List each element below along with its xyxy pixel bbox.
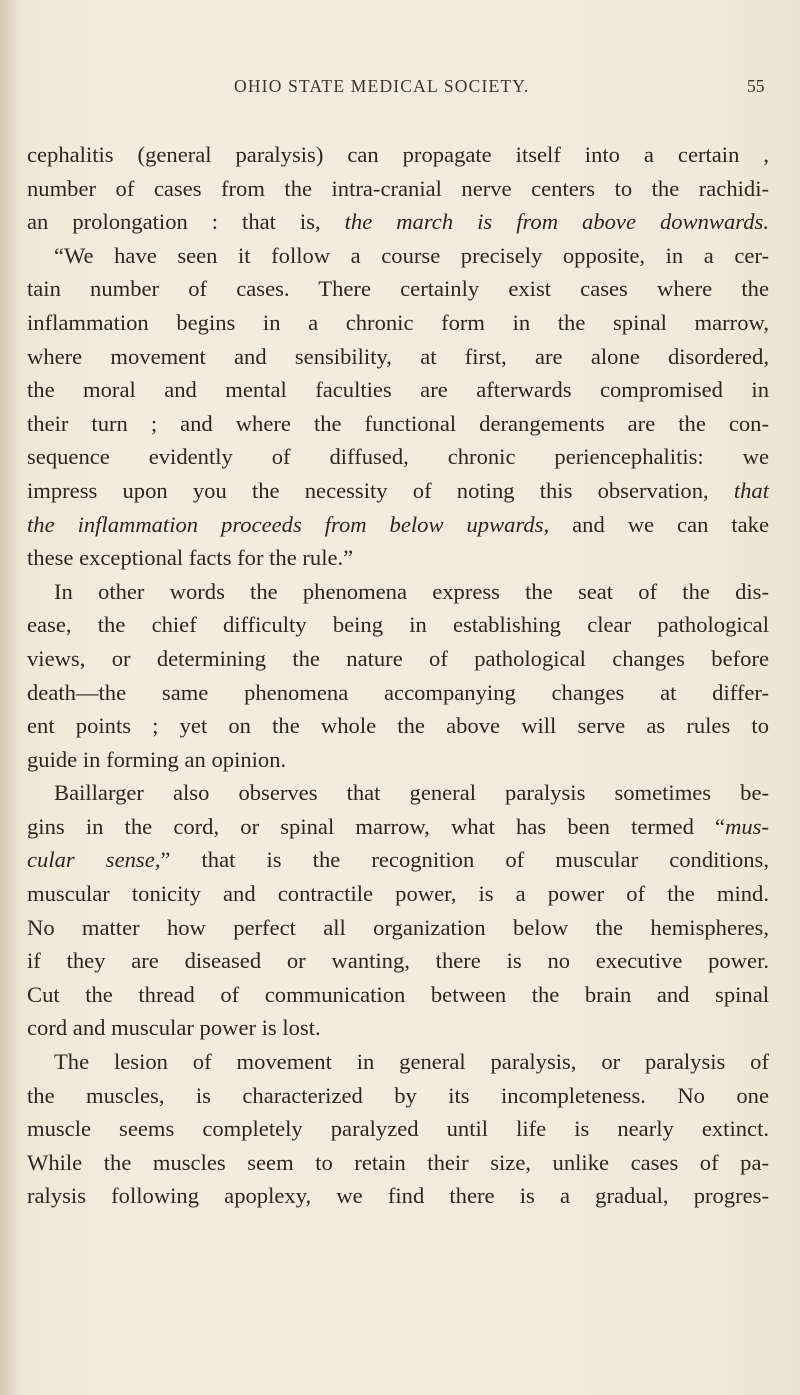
text-line xyxy=(27,776,769,810)
text-segment: their turn ; and where the functional derangements are the con- xyxy=(27,410,769,436)
text-line xyxy=(27,474,769,508)
text-line xyxy=(27,709,769,743)
text-segment: ent points ; yet on the whole the above will serve as rules to xyxy=(27,713,769,739)
text-line xyxy=(27,1011,769,1045)
text-line xyxy=(27,440,769,474)
text-line xyxy=(27,340,769,374)
binding-shadow xyxy=(0,0,18,1395)
text-segment: Cut the thread of communication between the brain and spinal xyxy=(27,981,769,1007)
text-segment: cord and muscular power is lost. xyxy=(27,1015,321,1041)
text-line xyxy=(27,541,769,575)
text-line xyxy=(27,306,769,340)
text-line xyxy=(27,743,769,777)
text-segment: and we can take xyxy=(549,511,769,537)
text-segment: No matter how perfect all organization below the hemispheres, xyxy=(27,914,769,940)
body-text xyxy=(27,138,769,1213)
text-segment: ” that is the recognition of muscular conditions, xyxy=(160,847,769,873)
text-line xyxy=(27,205,769,239)
text-line xyxy=(27,676,769,710)
text-line xyxy=(27,608,769,642)
text-line xyxy=(27,1079,769,1113)
italic-text: the march is from above downwards. xyxy=(344,209,769,235)
text-line xyxy=(27,877,769,911)
text-segment: sequence evidently of diffused, chronic periencephalitis: we xyxy=(27,444,769,470)
text-line xyxy=(27,810,769,844)
text-segment: muscular tonicity and contractile power, is a power of the mind. xyxy=(27,881,769,907)
text-segment: Baillarger also observes that general paralysis sometimes be- xyxy=(54,780,769,806)
running-header xyxy=(0,76,800,100)
text-line xyxy=(27,642,769,676)
page-number: 55 xyxy=(747,76,765,96)
text-segment: guide in forming an opinion. xyxy=(27,746,287,772)
text-line xyxy=(27,978,769,1012)
text-segment: the muscles, is characterized by its incompleteness. No one xyxy=(27,1082,769,1108)
text-segment: “We have seen it follow a course precisely opposite, in a cer- xyxy=(54,242,769,268)
text-line xyxy=(27,1146,769,1180)
text-segment: where movement and sensibility, at first, are alone disordered, xyxy=(27,343,769,369)
text-line xyxy=(27,508,769,542)
text-line xyxy=(27,239,769,273)
text-line xyxy=(27,843,769,877)
text-line xyxy=(27,911,769,945)
italic-text: mus- xyxy=(725,813,769,839)
text-segment: ease, the chief difficulty being in establishing clear pathological xyxy=(27,612,769,638)
text-segment: views, or determining the nature of pathological changes before xyxy=(27,645,769,671)
text-segment: inflammation begins in a chronic form in the spinal marrow, xyxy=(27,309,769,335)
text-segment: muscle seems completely paralyzed until life is nearly extinct. xyxy=(27,1116,769,1142)
text-segment: impress upon you the necessity of noting this observation, xyxy=(27,477,734,503)
text-segment: ralysis following apoplexy, we find there is a gradual, progres- xyxy=(27,1183,769,1209)
text-segment: the moral and mental faculties are afterwards compromised in xyxy=(27,377,769,403)
italic-text: cular sense, xyxy=(27,847,161,873)
text-line xyxy=(27,944,769,978)
text-line xyxy=(27,138,769,172)
text-line xyxy=(27,407,769,441)
text-line xyxy=(27,575,769,609)
text-segment: number of cases from the intra-cranial nerve centers to the rachidi- xyxy=(27,175,769,201)
text-segment: The lesion of movement in general paralysis, or paralysis of xyxy=(54,1049,769,1075)
text-segment: tain number of cases. There certainly exist cases where the xyxy=(27,276,769,302)
text-line xyxy=(27,272,769,306)
text-segment: if they are diseased or wanting, there is no executive power. xyxy=(27,948,769,974)
text-line xyxy=(27,1045,769,1079)
text-line xyxy=(27,1179,769,1213)
running-title: OHIO STATE MEDICAL SOCIETY. xyxy=(234,76,530,96)
text-line xyxy=(27,1112,769,1146)
text-line xyxy=(27,172,769,206)
text-line xyxy=(27,373,769,407)
text-segment: In other words the phenomena express the seat of the dis- xyxy=(54,578,769,604)
text-segment: death—the same phenomena accompanying changes at differ- xyxy=(27,679,769,705)
text-segment: gins in the cord, or spinal marrow, what has been termed “ xyxy=(27,813,726,839)
italic-text: the inflammation proceeds from below upwards, xyxy=(27,511,550,537)
text-segment: cephalitis (general paralysis) can propagate itself into a certain , xyxy=(27,142,769,167)
text-segment: While the muscles seem to retain their size, unlike cases of pa- xyxy=(27,1149,769,1175)
italic-text: that xyxy=(733,477,769,503)
text-segment: an prolongation : that is, xyxy=(27,209,345,235)
text-segment: these exceptional facts for the rule.” xyxy=(27,545,354,571)
